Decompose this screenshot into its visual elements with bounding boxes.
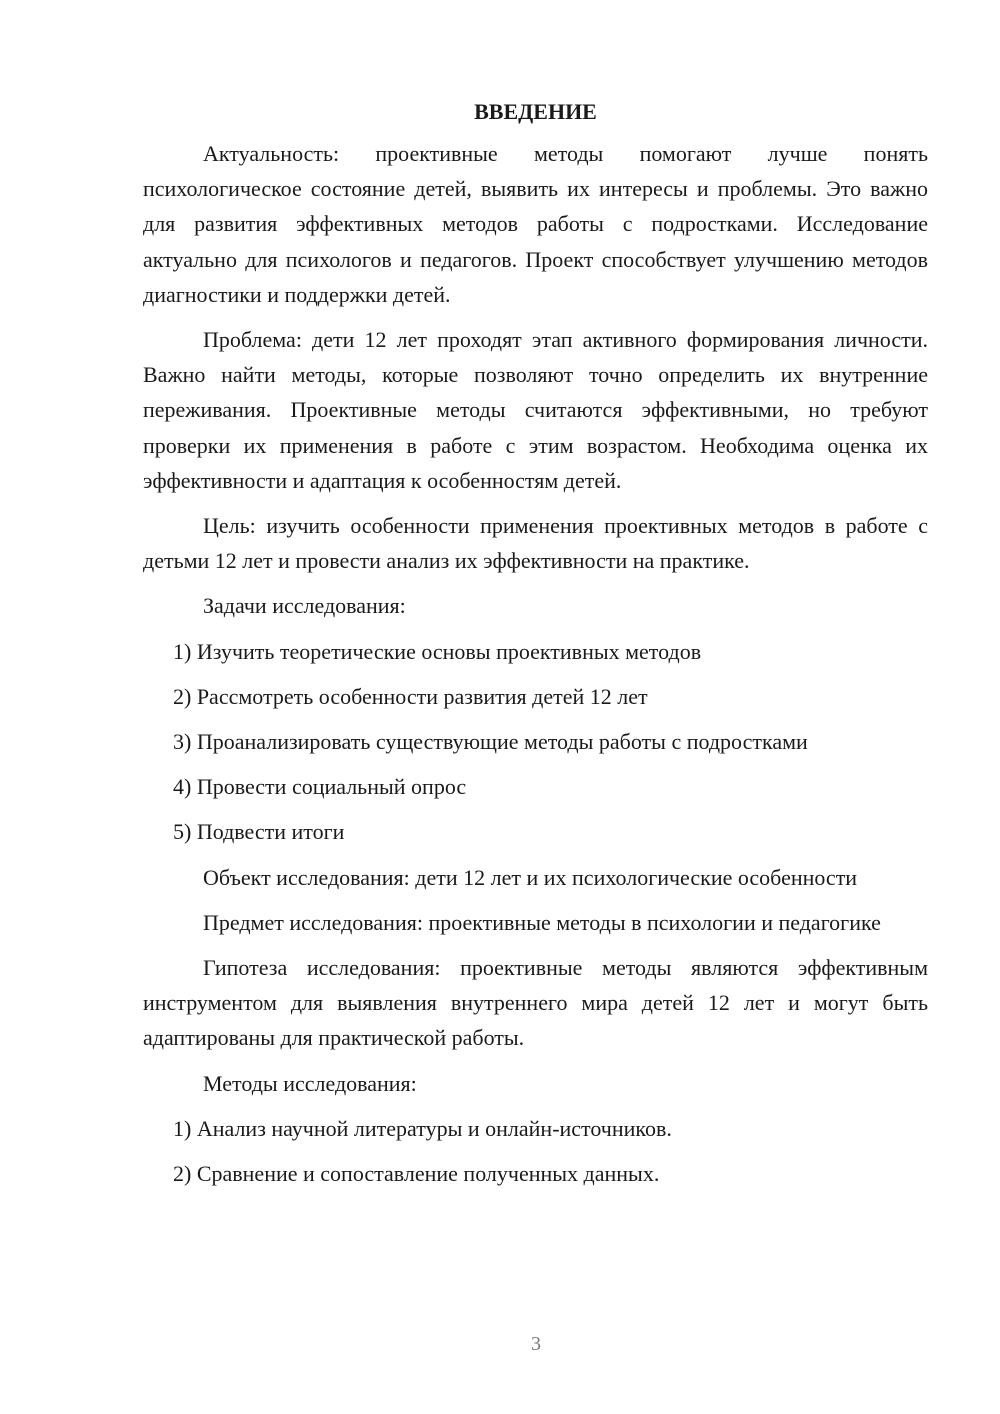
- methods-heading: Методы исследования:: [203, 1070, 417, 1096]
- list-item: 3) Проанализировать существующие методы работы с подростками: [173, 729, 808, 755]
- list-item: 5) Подвести итоги: [173, 819, 345, 845]
- list-item: 2) Рассмотреть особенности развития детей 12 лет: [173, 683, 648, 709]
- goal-paragraph: Цель: изучить особенности применения проективных методов в работе с детьми 12 лет и провести анализ их эффективности на практике.: [143, 513, 928, 574]
- page-number: 3: [531, 1333, 541, 1355]
- relevance-paragraph: Актуальность: проективные методы помогают лучше понять психологическое состояние детей, выявить их интересы и проблемы. Это важно для развития эффективных методов работы с подростками. Исследование актуально для психологов и педагогов. Проект способствует улучшению методов диагностики и поддержки детей.: [143, 141, 928, 307]
- methods-list: [143, 1111, 928, 1191]
- object-paragraph: Объект исследования: дети 12 лет и их психологические особенности: [203, 864, 858, 890]
- page-content: [143, 96, 928, 1201]
- problem-paragraph: Проблема: дети 12 лет проходят этап активного формирования личности. Важно найти методы, которые позволяют точно определить их внутренние переживания. Проективные методы считаются эффективными, но требуют проверки их применения в работе с этим возрастом. Необходима оценка их эффективности и адаптация к особенностям детей.: [143, 327, 928, 493]
- list-item: 1) Анализ научной литературы и онлайн-источников.: [173, 1115, 672, 1141]
- list-item: 4) Провести социальный опрос: [173, 774, 467, 800]
- list-item: 2) Сравнение и сопоставление полученных данных.: [173, 1161, 660, 1187]
- tasks-list: [143, 634, 928, 850]
- section-title: ВВЕДЕНИЕ: [474, 99, 597, 124]
- hypothesis-paragraph: Гипотеза исследования: проективные методы являются эффективным инструментом для выявления внутреннего мира детей 12 лет и могут быть адаптированы для практической работы.: [143, 955, 928, 1051]
- tasks-heading: Задачи исследования:: [203, 593, 406, 619]
- subject-paragraph: Предмет исследования: проективные методы в психологии и педагогике: [203, 909, 881, 935]
- list-item: 1) Изучить теоретические основы проективных методов: [173, 638, 702, 664]
